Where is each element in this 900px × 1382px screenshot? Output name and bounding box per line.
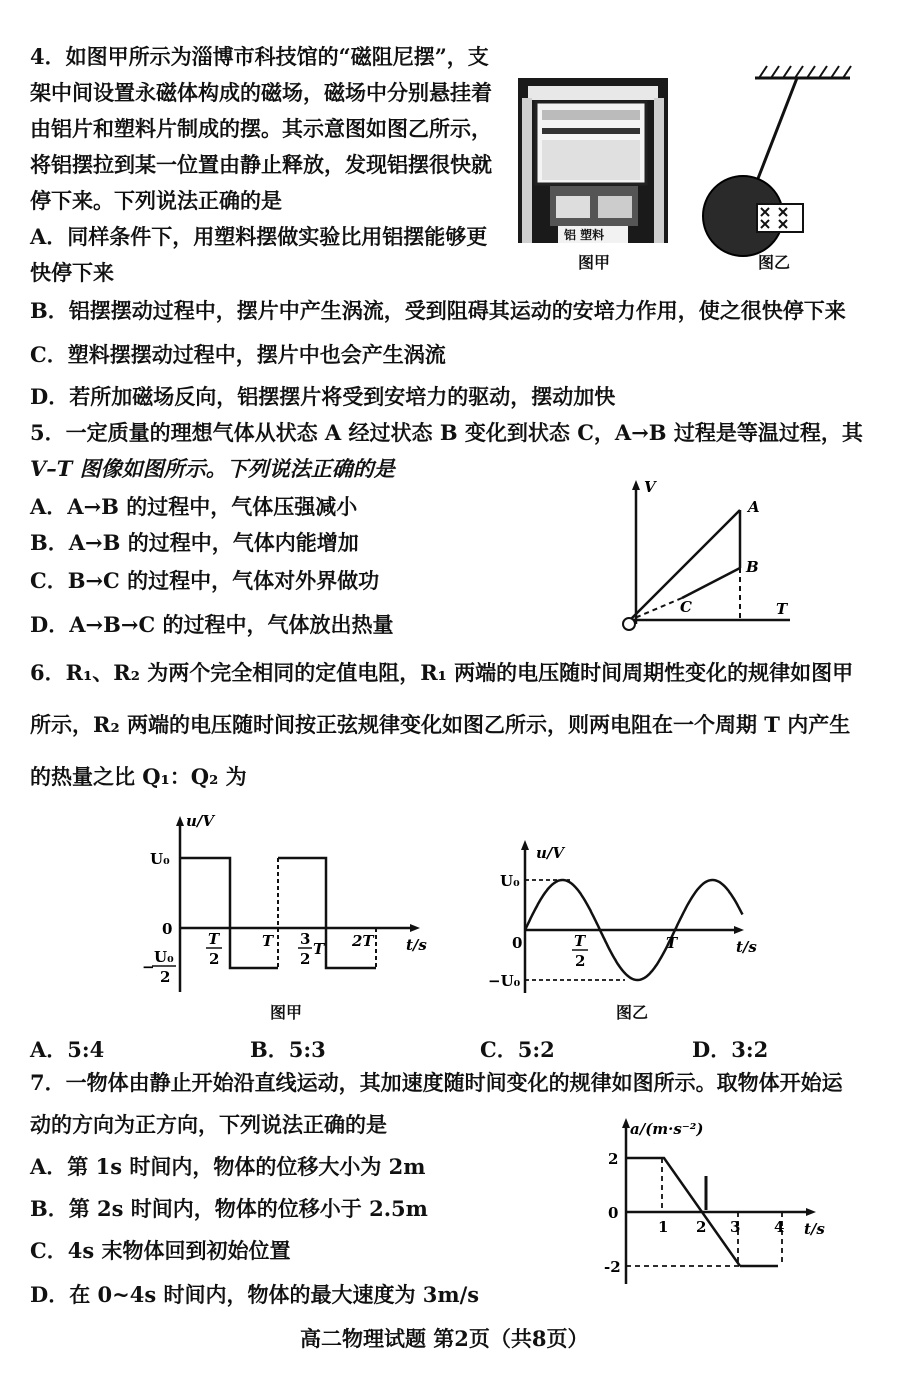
q5-option-b: B．A→B 的过程中，气体内能增加 [30,530,359,555]
q6-yi-xlabel: t/s [736,938,757,956]
q7-option-d: D．在 0~4s 时间内，物体的最大速度为 3m/s [30,1282,480,1307]
q4-line-3: 由铝片和塑料片制成的摆。其示意图如图乙所示， [30,116,492,141]
q6-option-d: D．3:2 [692,1037,769,1062]
q4-pendulum-diagram [695,64,865,249]
q5-graph-t-label: T [776,600,788,618]
q7-y0-label: 0 [608,1204,619,1222]
q6-jia-t32-num: 3 [300,930,311,948]
q6-line-2: 所示，R₂ 两端的电压随时间按正弦规律变化如图乙所示，则两电阻在一个周期 T 内产生 [30,712,851,737]
q6-jia-t32-den: 2 [300,950,311,968]
q7-xlabel: t/s [804,1220,825,1238]
q5-option-a: A．A→B 的过程中，气体压强减小 [30,494,358,519]
q7-x1-label: 1 [658,1218,669,1236]
q7-yneg2-label: -2 [604,1258,621,1276]
q4-line-4: 将铝摆拉到某一位置由静止释放，发现铝摆很快就 [30,152,492,177]
q6-line-1: 6．R₁、R₂ 为两个完全相同的定值电阻，R₁ 两端的电压随时间周期性变化的规律如图甲 [30,660,854,685]
q6-yi-thalf-num: T [574,932,586,950]
q6-jia-t-label: T [262,932,274,950]
q6-yi-zero-label: 0 [512,934,523,952]
q6-jia-thalf-num: T [208,930,220,948]
page-footer: 高二物理试题 第2页（共8页） [300,1326,589,1351]
q6-jia-2t-label: 2T [352,932,374,950]
q4-option-a-line-1: A．同样条件下，用塑料摆做实验比用铝摆能够更 [30,224,488,249]
q6-jia-t32-suffix: T [313,940,325,958]
q6-jia-zero-label: 0 [162,920,173,938]
q5-line-1: 5．一定质量的理想气体从状态 A 经过状态 B 变化到状态 C，A→B 过程是等温过程，其 [30,420,863,445]
q7-x4-label: 4 [774,1218,785,1236]
q5-option-d: D．A→B→C 的过程中，气体放出热量 [30,612,394,637]
q6-option-b: B．5:3 [250,1037,326,1062]
q4-line-1: 4．如图甲所示为淄博市科技馆的“磁阻尼摆”，支 [30,44,489,69]
q6-option-c: C．5:2 [480,1037,555,1062]
q7-option-c: C．4s 末物体回到初始位置 [30,1238,291,1263]
q4-photo-label: 铝 塑料 [564,228,605,242]
q7-x2-label: 2 [696,1218,707,1236]
q6-jia-ylabel: u/V [186,812,215,830]
q6-yi-t-label: T [666,934,678,952]
q4-line-5: 停下来。下列说法正确的是 [30,188,282,213]
q4-option-c: C．塑料摆摆动过程中，摆片中也会产生涡流 [30,342,446,367]
q7-option-a: A．第 1s 时间内，物体的位移大小为 2m [30,1154,426,1179]
q6-yi-neg-u0-label: −U₀ [488,972,521,990]
q7-line-2: 动的方向为正方向，下列说法正确的是 [30,1112,387,1137]
q5-vt-graph [610,478,810,638]
q6-sine-wave-graph [480,838,780,998]
q4-figure-yi-caption: 图乙 [758,253,791,272]
q5-graph-b-label: B [746,558,759,576]
q6-jia-u0-label: U₀ [150,850,170,868]
q6-yi-thalf-den: 2 [575,952,586,970]
q6-square-wave-graph [140,810,440,1000]
q7-ylabel: a/(m·s⁻²) [630,1120,704,1138]
q5-line-2: V–T 图像如图所示。下列说法正确的是 [30,456,395,481]
q4-option-a-line-2: 快停下来 [30,260,114,285]
q4-figure-jia-caption: 图甲 [578,253,611,272]
q6-jia-neg-den: 2 [160,968,171,986]
q5-graph-v-label: V [644,478,656,496]
q5-graph-c-label: C [680,598,692,616]
q6-jia-neg-minus: − [142,958,155,976]
q6-yi-ylabel: u/V [536,844,565,862]
q4-option-d: D．若所加磁场反向，铝摆摆片将受到安培力的驱动，摆动加快 [30,384,616,409]
q5-graph-a-label: A [748,498,760,516]
q6-jia-xlabel: t/s [406,936,427,954]
q6-yi-u0-label: U₀ [500,872,520,890]
q4-photo-figure [518,78,668,246]
q6-jia-neg-num: U₀ [154,948,174,966]
q7-acceleration-graph [598,1112,838,1292]
q6-line-3: 的热量之比 Q₁：Q₂ 为 [30,764,247,789]
q6-option-a: A．5:4 [30,1037,105,1062]
q6-jia-caption: 图甲 [270,1003,303,1022]
q7-line-1: 7．一物体由静止开始沿直线运动，其加速度随时间变化的规律如图所示。取物体开始运 [30,1070,843,1095]
q4-option-b: B．铝摆摆动过程中，摆片中产生涡流，受到阻碍其运动的安培力作用，使之很快停下来 [30,298,846,323]
q5-option-c: C．B→C 的过程中，气体对外界做功 [30,568,380,593]
q7-option-b: B．第 2s 时间内，物体的位移小于 2.5m [30,1196,428,1221]
q7-x3-label: 3 [730,1218,741,1236]
q6-yi-caption: 图乙 [616,1003,649,1022]
q7-y2-label: 2 [608,1150,619,1168]
q6-jia-thalf-den: 2 [209,950,220,968]
q4-line-2: 架中间设置永磁体构成的磁场，磁场中分别悬挂着 [30,80,492,105]
